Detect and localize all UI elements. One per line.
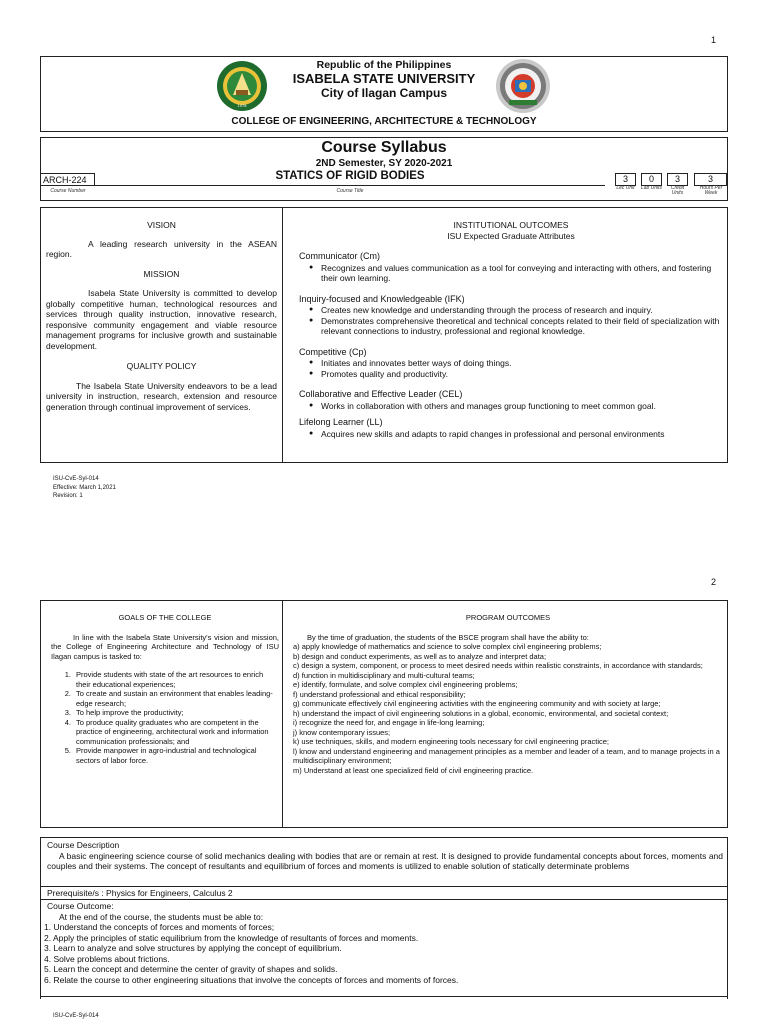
vision-outcomes-table <box>40 207 728 463</box>
course-outcome-item: 1. Understand the concepts of forces and moments of forces; <box>44 922 275 932</box>
outcome-item: ● Acquires new skills and adapts to rapid changes in professional and personal environments <box>309 429 723 440</box>
course-outcome-item: 5. Learn the concept and determine the center of gravity of shapes and solids. <box>44 964 338 974</box>
course-outcome-item: 6. Relate the course to other engineering situations that involve the concepts of forces and moments of forces. <box>44 974 459 985</box>
program-outcome-item: j) know contemporary issues; <box>293 727 391 737</box>
course-title-caption: Course Title <box>336 188 364 194</box>
footer-effective: Effective: March 1,2021 <box>53 484 116 491</box>
page-number: 2 <box>711 577 717 587</box>
lec-unit-caption: Lec Unit <box>616 185 635 191</box>
course-outcome-heading: Course Outcome: <box>47 901 114 911</box>
program-outcome-item: a) apply knowledge of mathematics and science to solve complex civil engineering problems; <box>293 642 602 651</box>
syllabus-title-block <box>40 137 728 201</box>
goal-item: 5. Provide manpower in agro-industrial and technological sectors of labor force. <box>64 746 257 765</box>
goal-item: 2. To create and sustain an environment that enables leading-edge research; <box>64 689 273 708</box>
credit-units-caption: Credit Units <box>670 185 685 196</box>
goals-outcomes-table <box>40 600 728 828</box>
quality-policy-heading: QUALITY POLICY <box>126 361 197 371</box>
course-number-caption: Course Number <box>50 188 86 194</box>
goals-intro: In line with the Isabela State University's vision and mission, the College of Engineering Architecture and Technology of ISU Ilagan campus is tasked to: <box>51 632 279 661</box>
program-outcome-item: b) design and conduct experiments, as well as to analyze and interpret data; <box>293 651 547 661</box>
page-number: 1 <box>711 35 717 45</box>
course-outcome-item: 3. Learn to analyze and solve structures by applying the concept of equilibrium. <box>44 943 342 953</box>
goal-item: 4. To produce quality graduates who are competent in the practice of engineering, architectural work and information communication professionals; and <box>64 717 269 746</box>
outcome-item: ● Works in collaboration with others and manages group functioning to meet common goal. <box>309 401 723 412</box>
divider <box>41 886 727 887</box>
mission-heading: MISSION <box>143 268 180 279</box>
outcome-item: ● Recognizes and values communication as a tool for conveying and interacting with others, and fostering their own learning. <box>309 263 723 284</box>
program-outcome-item: l) know and understand engineering and management principles as a member and leader of a team, and to manage projects in a multidisciplinary environment; <box>293 746 720 765</box>
program-outcome-item: i) recognize the need for, and engage in life-long learning; <box>293 718 485 727</box>
goal-item: 3. To help improve the productivity; <box>64 708 184 717</box>
outcome-group-title: Collaborative and Effective Leader (CEL) <box>299 389 463 399</box>
course-description-block <box>40 837 728 999</box>
college-name: COLLEGE OF ENGINEERING, ARCHITECTURE & TECHNOLOGY <box>231 116 537 127</box>
goals-column <box>51 613 279 765</box>
program-outcome-item: d) function in multidisciplinary and multi-cultural teams; <box>293 670 475 680</box>
course-number: ARCH-224 <box>41 173 95 186</box>
program-outcomes-intro: By the time of graduation, the students of the BSCE program shall have the ability to: <box>307 632 589 642</box>
ceat-gear-logo <box>495 58 551 114</box>
vision-heading: VISION <box>147 220 176 230</box>
program-outcome-item: c) design a system, component, or process to meet desired needs within realistic constraints, in accordance with standards; <box>293 661 703 670</box>
column-divider <box>282 208 283 462</box>
goals-list <box>51 670 279 765</box>
program-outcome-item: h) understand the impact of civil engineering solutions in a global, economic, environmental, and societal context; <box>293 708 669 718</box>
credit-units-value: 3 <box>667 173 688 186</box>
program-outcome-item: m) Understand at least one specialized field of civil engineering practice. <box>293 765 534 775</box>
campus-name: City of Ilagan Campus <box>320 86 448 100</box>
institutional-outcomes-heading: INSTITUTIONAL OUTCOMES <box>453 220 569 230</box>
mission-text: Isabela State University is committed to develop globally competitive human, technological resources and services through quality instruction, innovative research, responsive community engagement and viable resource management programs for inclusive growth and sustainable development. <box>46 288 277 351</box>
course-description-section <box>47 840 723 872</box>
isu-seal-logo <box>216 60 268 112</box>
university-header <box>40 56 728 132</box>
syllabus-title: Course Syllabus <box>321 139 447 156</box>
outcome-item: ● Initiates and innovates better ways of doing things. <box>309 358 723 369</box>
outcome-group-competitive <box>299 347 723 380</box>
outcome-group-title: Competitive (Cp) <box>299 346 367 357</box>
program-outcome-item: f) understand professional and ethical responsibility; <box>293 689 466 699</box>
goal-item: 1. Provide students with state of the art resources to enrich their educational experiences; <box>64 670 264 689</box>
lec-unit-value: 3 <box>615 173 636 186</box>
graduate-attributes-subheading: ISU Expected Graduate Attributes <box>447 230 575 241</box>
lab-units-caption: Lab Units <box>640 185 663 191</box>
course-outcome-intro: At the end of the course, the students must be able to: <box>59 911 264 922</box>
program-outcomes-heading: PROGRAM OUTCOMES <box>465 613 551 622</box>
outcome-group-communicator <box>299 251 723 284</box>
outcome-group-inquiry <box>299 294 723 337</box>
outcome-group-title: Inquiry-focused and Knowledgeable (IFK) <box>299 293 465 304</box>
course-outcome-item: 2. Apply the principles of static equilibrium from the knowledge of resultants of forces and moments. <box>44 932 419 943</box>
footer-code: ISU-CvE-Syl-014 <box>53 476 99 482</box>
outcome-group-title: Lifelong Learner (LL) <box>299 417 383 427</box>
course-title: STATICS OF RIGID BODIES <box>275 170 425 182</box>
semester: 2ND Semester, SY 2020-2021 <box>315 158 453 169</box>
footer-revision: Revision: 1 <box>53 493 83 499</box>
column-divider <box>282 601 283 827</box>
outcome-group-collaborative <box>299 389 723 411</box>
course-description-heading: Course Description <box>47 840 120 850</box>
quality-policy-text: The Isabela State University endeavors to be a lead university in instruction, research, extension and resource generation through continual improvement of services. <box>46 380 277 412</box>
outcome-group-lifelong <box>299 417 723 439</box>
republic-text: Republic of the Philippines <box>316 59 452 71</box>
program-outcome-item: g) communicate effectively civil engineering activities with the engineering community and with society at large; <box>293 699 661 708</box>
vision-mission-column <box>46 220 277 412</box>
program-outcomes-column <box>293 613 723 775</box>
divider <box>41 899 727 900</box>
hours-per-week-caption: Hours Per Week <box>699 185 723 196</box>
course-outcome-item: 4. Solve problems about frictions. <box>44 953 170 964</box>
goals-heading: GOALS OF THE COLLEGE <box>118 613 212 622</box>
university-name: ISABELA STATE UNIVERSITY <box>292 71 476 86</box>
footer-code: ISU-CvE-Syl-014 <box>53 1013 99 1019</box>
divider <box>41 996 727 997</box>
svg-text:1978: 1978 <box>237 103 247 108</box>
hours-per-week-value: 3 <box>694 173 727 186</box>
lab-units-value: 0 <box>641 173 662 186</box>
program-outcome-item: k) use techniques, skills, and modern engineering tools necessary for civil engineering practice; <box>293 737 609 746</box>
document-footer <box>53 475 116 501</box>
program-outcome-item: e) identify, formulate, and solve complex civil engineering problems; <box>293 680 518 689</box>
outcome-group-title: Communicator (Cm) <box>299 251 381 261</box>
prerequisite: Prerequisite/s : Physics for Engineers, Calculus 2 <box>47 888 233 898</box>
vision-text: A leading research university in the ASEAN region. <box>46 238 277 259</box>
outcome-item: ● Demonstrates comprehensive theoretical and technical concepts related to their field of specialization with relevant connections to industry, professional and regional knowledge. <box>309 316 723 337</box>
course-description-text: A basic engineering science course of solid mechanics dealing with bodies that are or remain at rest. It is designed to provide fundamental concepts about forces, moments and couples and their systems. The concept of resultants and equilibrium of forces and moments is utilized to enable solution of statically determinate problems <box>47 850 723 871</box>
course-outcome-section <box>44 901 723 985</box>
outcome-item: ● Creates new knowledge and understanding through the process of research and inquiry. <box>309 305 723 316</box>
institutional-outcomes-column <box>299 220 723 439</box>
outcome-item: ● Promotes quality and productivity. <box>309 369 723 380</box>
